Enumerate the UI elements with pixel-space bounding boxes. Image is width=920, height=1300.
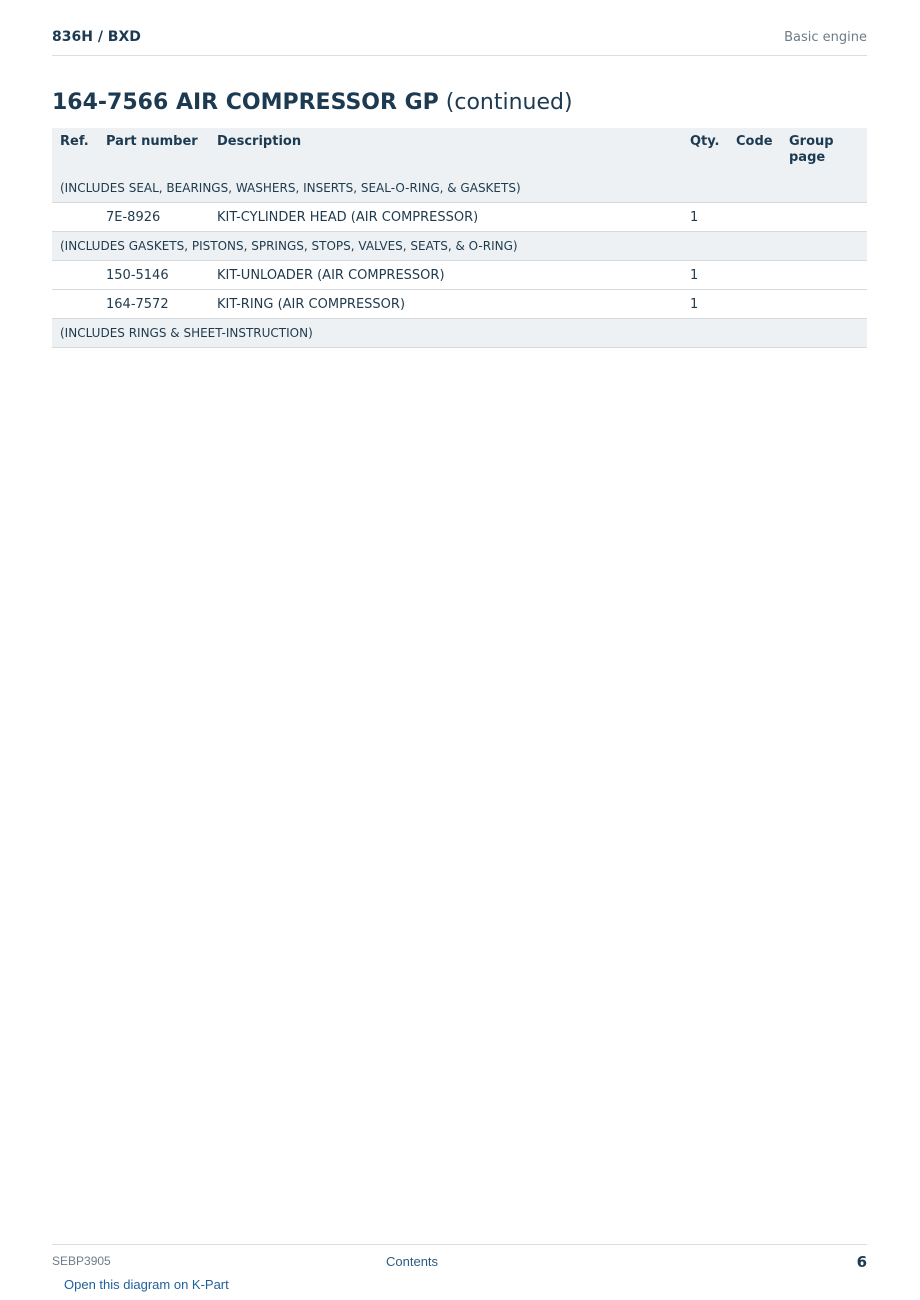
table-header-row (52, 128, 867, 174)
group-page-cell (781, 290, 867, 319)
code-cell (728, 290, 781, 319)
group-page-cell (781, 261, 867, 290)
parts-table-body (52, 174, 867, 348)
title-suffix: (continued) (445, 90, 573, 115)
page-header (52, 28, 867, 56)
column-header-part-number: Part number (98, 128, 209, 174)
kpart-link[interactable]: Open this diagram on K-Part (64, 1277, 229, 1292)
table-note-row (52, 174, 867, 203)
part-number-cell[interactable]: 7E-8926 (98, 203, 209, 232)
parts-table (52, 128, 867, 348)
title-main: 164-7566 AIR COMPRESSOR GP (52, 90, 439, 115)
document-number: SEBP3905 (52, 1254, 111, 1268)
ref-cell (52, 290, 98, 319)
column-header-description: Description (209, 128, 682, 174)
page-number: 6 (856, 1253, 867, 1271)
column-header-code: Code (728, 128, 781, 174)
table-note-row (52, 232, 867, 261)
table-row (52, 290, 867, 319)
table-note-row (52, 319, 867, 348)
description-cell: KIT-CYLINDER HEAD (AIR COMPRESSOR) (209, 203, 682, 232)
qty-cell: 1 (682, 290, 728, 319)
note-text: (INCLUDES RINGS & SHEET-INSTRUCTION) (52, 319, 867, 348)
qty-cell: 1 (682, 261, 728, 290)
note-text: (INCLUDES GASKETS, PISTONS, SPRINGS, STOPS, VALVES, SEATS, & O-RING) (52, 232, 867, 261)
column-header-ref: Ref. (52, 128, 98, 174)
description-cell: KIT-UNLOADER (AIR COMPRESSOR) (209, 261, 682, 290)
page-footer (52, 1244, 867, 1292)
code-cell (728, 261, 781, 290)
qty-cell: 1 (682, 203, 728, 232)
part-number-cell[interactable]: 164-7572 (98, 290, 209, 319)
note-text: (INCLUDES SEAL, BEARINGS, WASHERS, INSERTS, SEAL-O-RING, & GASKETS) (52, 174, 867, 203)
model-label: 836H / BXD (52, 29, 141, 45)
code-cell (728, 203, 781, 232)
contents-link[interactable]: Contents (386, 1254, 439, 1269)
page-title (52, 90, 573, 115)
table-row (52, 261, 867, 290)
ref-cell (52, 203, 98, 232)
column-header-group-page: Group page (781, 128, 867, 174)
group-page-cell (781, 203, 867, 232)
part-number-cell[interactable]: 150-5146 (98, 261, 209, 290)
ref-cell (52, 261, 98, 290)
table-row (52, 203, 867, 232)
section-label: Basic engine (784, 30, 867, 45)
description-cell: KIT-RING (AIR COMPRESSOR) (209, 290, 682, 319)
column-header-qty: Qty. (682, 128, 728, 174)
